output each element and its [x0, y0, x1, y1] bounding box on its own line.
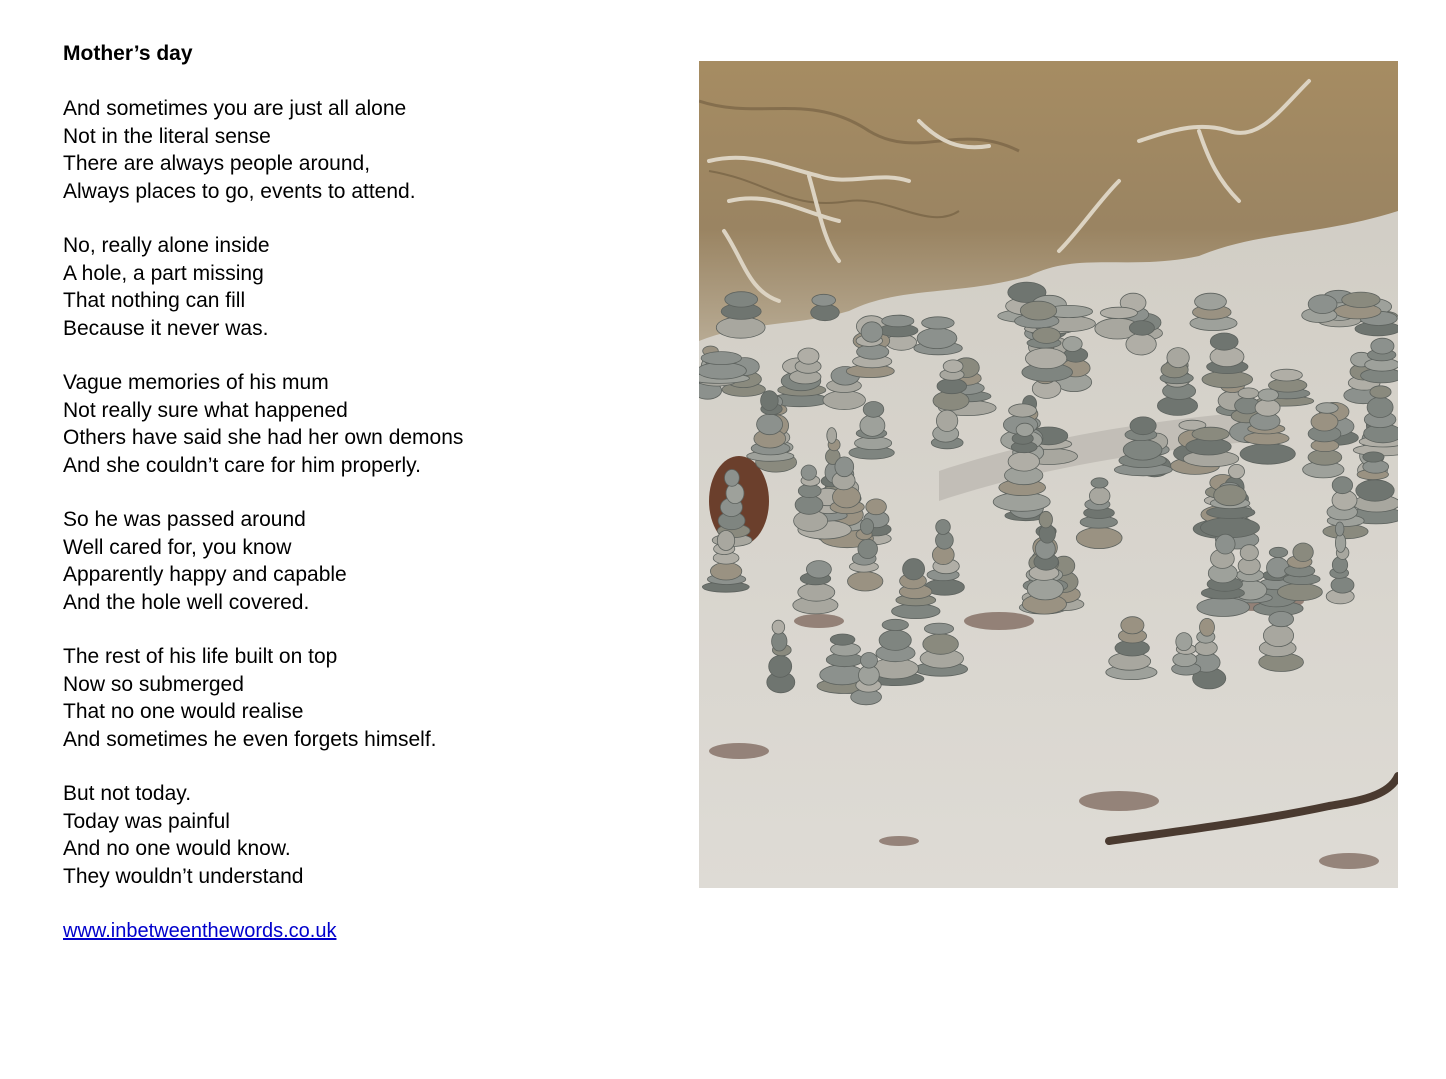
- website-link[interactable]: www.inbetweenthewords.co.uk: [63, 920, 337, 942]
- cairn-stone: [1009, 404, 1037, 417]
- cairn-stone: [923, 634, 959, 654]
- cairn-stone: [879, 630, 911, 650]
- poem-line: Well cared for, you know: [63, 535, 292, 559]
- cairn-stone: [1332, 477, 1352, 494]
- cairn-stone: [1176, 633, 1192, 651]
- cairn-stone: [917, 328, 957, 349]
- cairn-stone: [1293, 543, 1313, 562]
- cairn-stone: [1263, 625, 1293, 647]
- poem-line: Apparently happy and capable: [63, 563, 347, 586]
- cairn-stone: [936, 410, 957, 431]
- cairn-stone: [1367, 397, 1393, 417]
- cairn-stone: [1039, 511, 1052, 528]
- poem: [63, 40, 663, 945]
- poem-line: A hole, a part missing: [63, 261, 264, 285]
- cairn-stone: [860, 519, 873, 535]
- cairn-stone: [1269, 612, 1294, 627]
- poem-title: Mother’s day: [63, 42, 193, 65]
- poem-line: That nothing can fill: [63, 289, 246, 312]
- cairn-stone: [725, 470, 740, 487]
- cairn-stone: [716, 317, 765, 338]
- cairn-stone: [1129, 321, 1154, 336]
- poem-line: Others have said she had her own demons: [63, 426, 464, 449]
- cairn-stone: [769, 656, 792, 678]
- poem-line: Always places to go, events to attend.: [63, 179, 416, 203]
- poem-line: Now so submerged: [63, 672, 244, 696]
- cairn-stone: [1356, 480, 1394, 501]
- stanza-5: [63, 643, 663, 753]
- cairn-stone: [924, 623, 953, 634]
- cairn-stone: [710, 562, 741, 580]
- cairn-stone: [1335, 522, 1344, 536]
- cairn-stone: [1308, 295, 1337, 314]
- stanza-3: [63, 369, 663, 479]
- cairn-stone: [903, 559, 925, 580]
- cairn-stone: [861, 322, 883, 342]
- cairn-stone: [861, 653, 878, 669]
- stanza-1: [63, 95, 663, 205]
- cairn-stone: [1020, 301, 1056, 320]
- cairn-stone: [1210, 333, 1238, 350]
- cairn-stone: [1363, 452, 1384, 462]
- cairn-stone: [835, 457, 854, 477]
- cairn-stone: [801, 465, 816, 480]
- cairn-stone: [1130, 417, 1156, 435]
- cairn-stone: [1091, 478, 1108, 488]
- stanza-2: [63, 232, 663, 342]
- cairn-stone: [812, 294, 836, 306]
- cairn-stone: [1197, 598, 1250, 617]
- cairn-stone: [761, 391, 779, 411]
- poem-line: But not today.: [63, 782, 192, 805]
- cairn-stone: [1126, 333, 1156, 355]
- cairn-stone: [866, 499, 887, 515]
- cairn-stone: [701, 352, 741, 365]
- cairn-stone: [858, 539, 878, 558]
- poem-line: That no one would realise: [63, 700, 304, 723]
- cairn-stone: [717, 531, 734, 551]
- beach-cairns-photo: [699, 61, 1398, 888]
- poem-line: Vague memories of his mum: [63, 371, 329, 394]
- cairn-stone: [1173, 653, 1197, 667]
- cairn-stone: [1335, 534, 1345, 553]
- cairn-stone: [1240, 545, 1258, 561]
- poem-line: And she couldn’t care for him properly.: [63, 453, 421, 477]
- cairn-stone: [1216, 534, 1236, 554]
- cairn-stone: [1258, 389, 1278, 401]
- poem-line: And no one would know.: [63, 837, 291, 860]
- cairn-stone: [943, 360, 963, 373]
- cairn-stone: [1238, 388, 1259, 399]
- cairn-stone: [726, 483, 744, 504]
- poem-line: The rest of his life built on top: [63, 645, 338, 668]
- cairn-stone: [827, 428, 837, 444]
- cairn-stone: [725, 292, 758, 307]
- cairn-stone: [1076, 527, 1122, 548]
- cairn-stone: [1063, 337, 1083, 352]
- cairn-stone: [1025, 348, 1066, 369]
- cairn-stone: [1008, 452, 1039, 471]
- poem-line: And the hole well covered.: [63, 590, 310, 614]
- cairn-stone: [1167, 348, 1189, 368]
- cairn-stone: [830, 634, 855, 645]
- poem-line: Because it never was.: [63, 316, 269, 340]
- poem-line: So he was passed around: [63, 508, 306, 531]
- cairn-stone: [798, 348, 819, 364]
- cairn-stone: [1192, 427, 1229, 441]
- poem-line: No, really alone inside: [63, 234, 270, 257]
- cairn-stone: [811, 304, 840, 320]
- cairn-stone: [1089, 487, 1110, 504]
- cairn-stone: [882, 619, 908, 630]
- cairn-stone: [1271, 369, 1303, 381]
- cairn-stone: [860, 415, 885, 437]
- cairn-stone: [1311, 413, 1338, 431]
- cairn-stone: [1195, 293, 1227, 310]
- cairn-stone: [1027, 578, 1063, 600]
- cairn-stone: [1277, 583, 1322, 600]
- cairn-stone: [1100, 307, 1137, 318]
- cairn-stone: [1121, 617, 1144, 634]
- stanza-4: [63, 506, 663, 616]
- cairn-stone: [922, 317, 955, 329]
- cairn-stone: [798, 583, 835, 601]
- cairn-stone: [1016, 423, 1033, 436]
- stanza-6: [63, 780, 663, 890]
- poem-line: They wouldn’t understand: [63, 864, 304, 888]
- cairn-stone: [936, 520, 951, 535]
- cairn-stone: [1201, 518, 1260, 538]
- cairn-stone: [1370, 386, 1391, 398]
- poem-line: There are always people around,: [63, 152, 371, 175]
- cairn-stone: [1229, 464, 1245, 478]
- cairn-stone: [1371, 338, 1394, 354]
- cairn-stone: [795, 496, 823, 515]
- cairn-stone: [1267, 558, 1289, 578]
- cairn-stone: [1342, 292, 1380, 307]
- poem-line: Today was painful: [63, 809, 230, 833]
- cairn-stone: [757, 414, 783, 435]
- cairn-stone: [772, 632, 787, 651]
- poem-line: Not in the literal sense: [63, 124, 271, 148]
- cairn-stone: [1255, 399, 1280, 416]
- cairn-stone: [772, 620, 785, 634]
- cairn-stone: [806, 561, 831, 578]
- cairn-stone: [1269, 547, 1287, 557]
- cairn-stone: [1316, 403, 1338, 414]
- cairn-stone: [1214, 485, 1247, 506]
- cairn-stone: [1331, 577, 1354, 593]
- cairn-stone: [1200, 618, 1215, 636]
- cairn-stone: [882, 315, 914, 327]
- poem-line: And sometimes you are just all alone: [63, 97, 407, 120]
- cairn-stone: [937, 379, 967, 394]
- cairn-stone: [1240, 444, 1295, 465]
- cairn-stone: [1033, 327, 1061, 343]
- cairn-stone: [863, 402, 884, 418]
- poem-line: And sometimes he even forgets himself.: [63, 727, 437, 751]
- cairn-stone: [823, 391, 866, 410]
- poem-line: Not really sure what happened: [63, 398, 348, 422]
- cairn-stone: [848, 572, 883, 591]
- cairn-stone: [1123, 440, 1162, 460]
